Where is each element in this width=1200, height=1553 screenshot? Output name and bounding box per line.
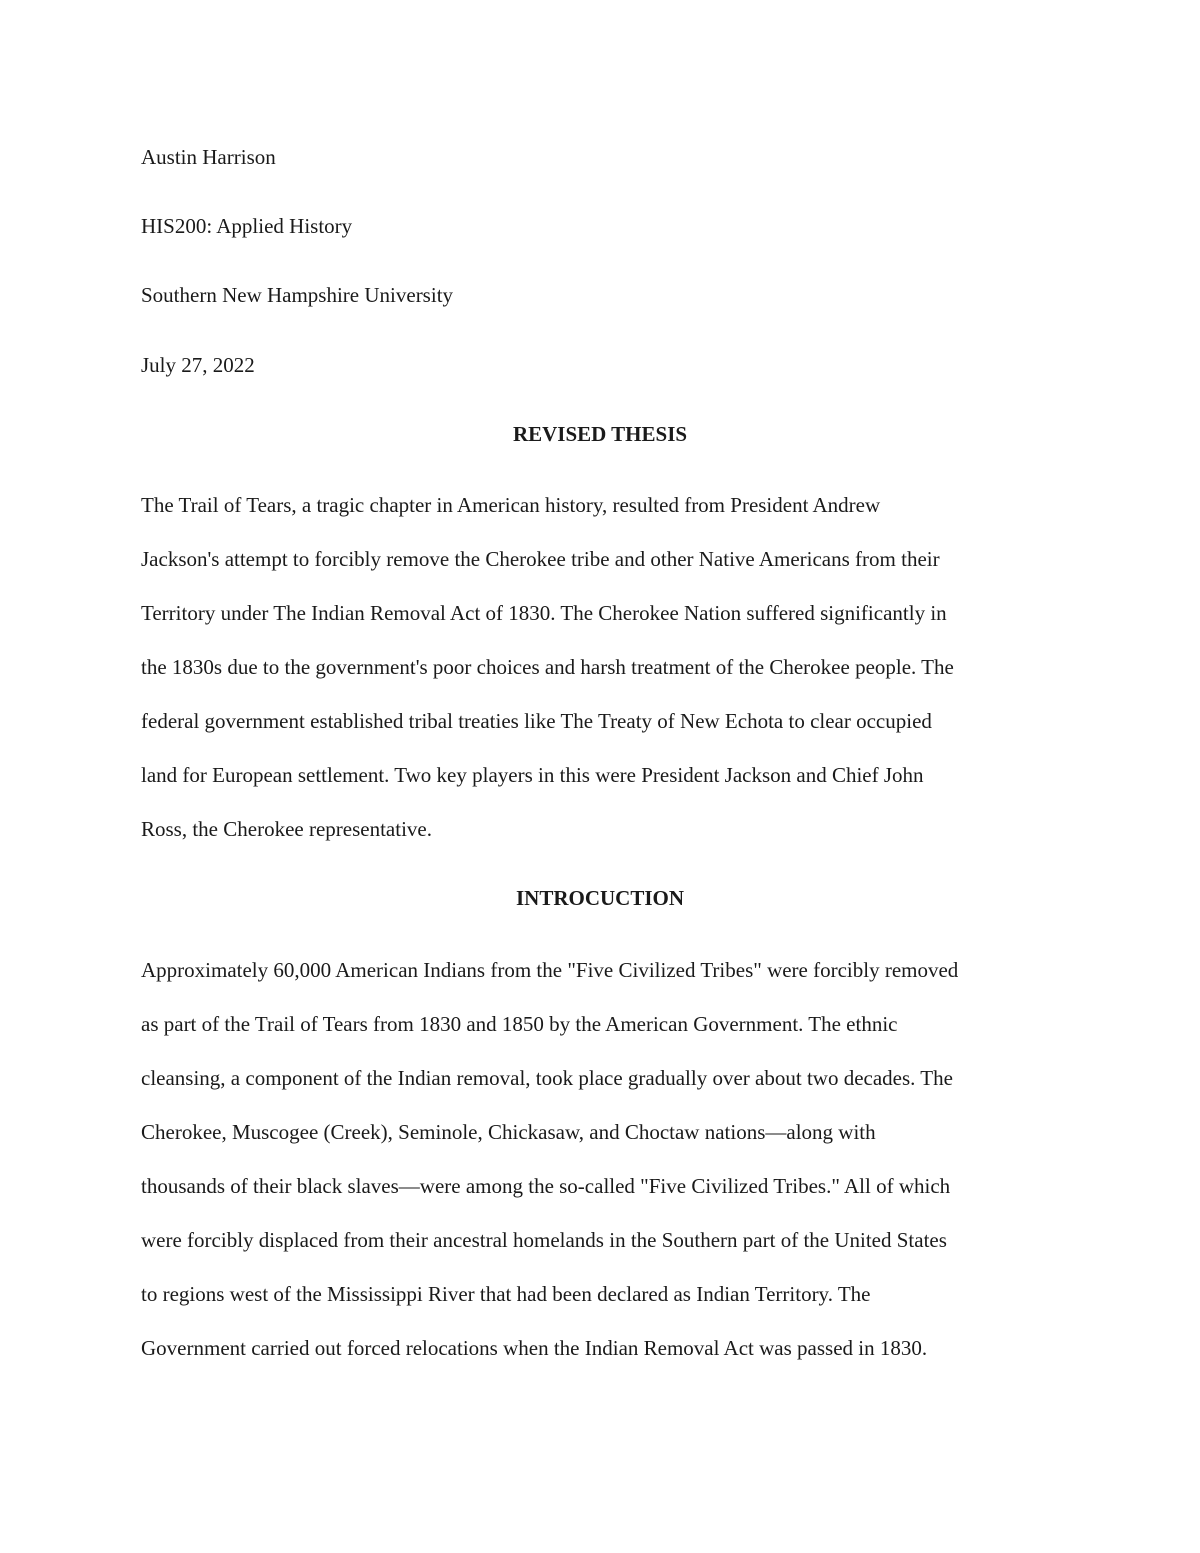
paragraph-line: Ross, the Cherokee representative. (141, 817, 432, 841)
paragraph-line: federal government established tribal treaties like The Treaty of New Echota to clear occupied (141, 709, 932, 733)
document-date: July 27, 2022 (141, 353, 255, 377)
paragraph-line: as part of the Trail of Tears from 1830 and 1850 by the American Government. The ethnic (141, 1012, 898, 1036)
paragraph-line: the 1830s due to the government's poor choices and harsh treatment of the Cherokee people. The (141, 655, 954, 679)
section-heading-introduction: INTROCUCTION (515, 886, 685, 910)
paragraph-line: Approximately 60,000 American Indians from the "Five Civilized Tribes" were forcibly removed (141, 958, 959, 982)
paragraph-line: thousands of their black slaves—were among the so-called "Five Civilized Tribes." All of which (141, 1174, 951, 1198)
author-name: Austin Harrison (141, 145, 276, 169)
paragraph-line: were forcibly displaced from their ancestral homelands in the Southern part of the United States (141, 1228, 947, 1252)
paragraph-line: Jackson's attempt to forcibly remove the Cherokee tribe and other Native Americans from their (141, 547, 940, 571)
paragraph-line: Government carried out forced relocations when the Indian Removal Act was passed in 1830. (141, 1336, 928, 1360)
paragraph-line: to regions west of the Mississippi River that had been declared as Indian Territory. The (141, 1282, 871, 1306)
paragraph-line: The Trail of Tears, a tragic chapter in American history, resulted from President Andrew (141, 493, 881, 517)
course-name: HIS200: Applied History (141, 214, 353, 238)
paragraph-line: land for European settlement. Two key players in this were President Jackson and Chief John (141, 763, 924, 787)
paragraph-line: Territory under The Indian Removal Act of 1830. The Cherokee Nation suffered significantly in (141, 601, 947, 625)
institution-name: Southern New Hampshire University (141, 283, 454, 307)
section-heading-revised-thesis: REVISED THESIS (512, 422, 688, 446)
paragraph-line: cleansing, a component of the Indian removal, took place gradually over about two decades. The (141, 1066, 953, 1090)
paragraph-line: Cherokee, Muscogee (Creek), Seminole, Chickasaw, and Choctaw nations—along with (141, 1120, 876, 1144)
